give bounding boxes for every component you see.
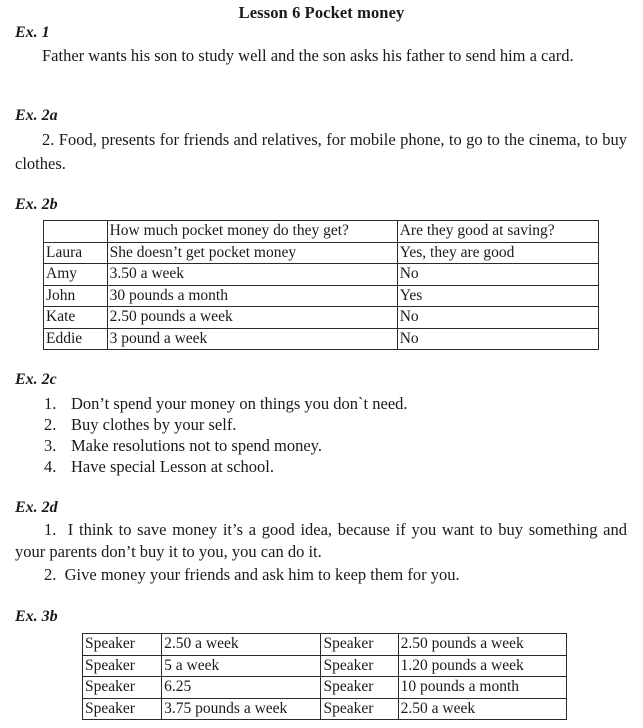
table-cell-speaker: Speaker: [321, 698, 398, 720]
table-cell-saving: No: [397, 307, 598, 329]
ex2d-label: Ex. 2d: [15, 499, 58, 516]
table-cell-amount: 2.50 a week: [162, 634, 321, 656]
list-item-text: Make resolutions not to spend money.: [71, 436, 322, 455]
list-item: [44, 414, 408, 435]
table-cell-speaker: Speaker: [83, 698, 162, 720]
list-item-text: Give money your friends and ask him to keep them for you.: [64, 565, 460, 584]
ex2a-text: 2. Food, presents for friends and relatives, for mobile phone, to go to the cinema, to buy clothes.: [15, 130, 627, 173]
list-item-number: 4.: [44, 457, 57, 476]
table-header-cell: [44, 221, 108, 243]
table-cell-speaker: Speaker: [83, 677, 162, 699]
ex2d-item: [15, 564, 627, 586]
list-item-number: 3.: [44, 436, 57, 455]
list-item-text: Don’t spend your money on things you don`t need.: [71, 394, 408, 413]
table-header-cell: Are they good at saving?: [397, 221, 598, 243]
table-header-row: [44, 221, 599, 243]
ex1-text: Father wants his son to study well and the son asks his father to send him a card.: [42, 46, 574, 65]
table-cell-speaker: Speaker: [83, 655, 162, 677]
list-item-text: Have special Lesson at school.: [71, 457, 274, 476]
table-cell-name: Eddie: [44, 328, 108, 350]
table-row: [83, 698, 567, 720]
table-cell-amount: 3.75 pounds a week: [162, 698, 321, 720]
table-cell-name: Laura: [44, 242, 108, 264]
ex1-label: Ex. 1: [15, 24, 50, 41]
table-cell-amount: 10 pounds a month: [398, 677, 566, 699]
table-cell-money: 3.50 a week: [107, 264, 397, 286]
table-cell-speaker: Speaker: [321, 634, 398, 656]
list-item-number: 1.: [44, 394, 57, 413]
list-item: [44, 435, 408, 456]
table-cell-saving: Yes, they are good: [397, 242, 598, 264]
list-item-text: Buy clothes by your self.: [71, 415, 237, 434]
table-header-cell: How much pocket money do they get?: [107, 221, 397, 243]
table-cell-saving: No: [397, 328, 598, 350]
table-cell-amount: 2.50 pounds a week: [398, 634, 566, 656]
table-cell-name: Kate: [44, 307, 108, 329]
table-row: [44, 307, 599, 329]
table-cell-saving: No: [397, 264, 598, 286]
table-cell-amount: 2.50 a week: [398, 698, 566, 720]
ex2c-label: Ex. 2c: [15, 371, 57, 388]
table-cell-amount: 6.25: [162, 677, 321, 699]
ex2a-label: Ex. 2a: [15, 107, 58, 124]
table-cell-speaker: Speaker: [83, 634, 162, 656]
table-cell-speaker: Speaker: [321, 655, 398, 677]
list-item-number: 2.: [44, 565, 57, 584]
table-cell-amount: 1.20 pounds a week: [398, 655, 566, 677]
ex3b-label: Ex. 3b: [15, 608, 58, 625]
table-row: [44, 285, 599, 307]
table-cell-money: She doesn’t get pocket money: [107, 242, 397, 264]
speakers-table: [82, 633, 567, 720]
ex2d-item: [15, 519, 627, 563]
ex2b-label: Ex. 2b: [15, 196, 58, 213]
list-item-text: I think to save money it’s a good idea, because if you want to buy something and your parents don’t buy it to you, you can do it.: [15, 520, 627, 561]
pocket-money-table: [43, 220, 599, 350]
table-cell-saving: Yes: [397, 285, 598, 307]
list-item: [44, 456, 408, 477]
list-item-number: 2.: [44, 415, 57, 434]
table-row: [83, 655, 567, 677]
table-cell-money: 2.50 pounds a week: [107, 307, 397, 329]
table-row: [44, 328, 599, 350]
table-row: [44, 242, 599, 264]
table-cell-amount: 5 a week: [162, 655, 321, 677]
table-cell-money: 3 pound a week: [107, 328, 397, 350]
list-item: [44, 393, 408, 414]
table-cell-name: John: [44, 285, 108, 307]
table-row: [44, 264, 599, 286]
table-cell-money: 30 pounds a month: [107, 285, 397, 307]
page-title: Lesson 6 Pocket money: [238, 3, 405, 22]
table-cell-speaker: Speaker: [321, 677, 398, 699]
table-cell-name: Amy: [44, 264, 108, 286]
table-row: [83, 677, 567, 699]
table-row: [83, 634, 567, 656]
ex2c-list: [44, 393, 408, 477]
list-item-number: 1.: [44, 520, 57, 539]
